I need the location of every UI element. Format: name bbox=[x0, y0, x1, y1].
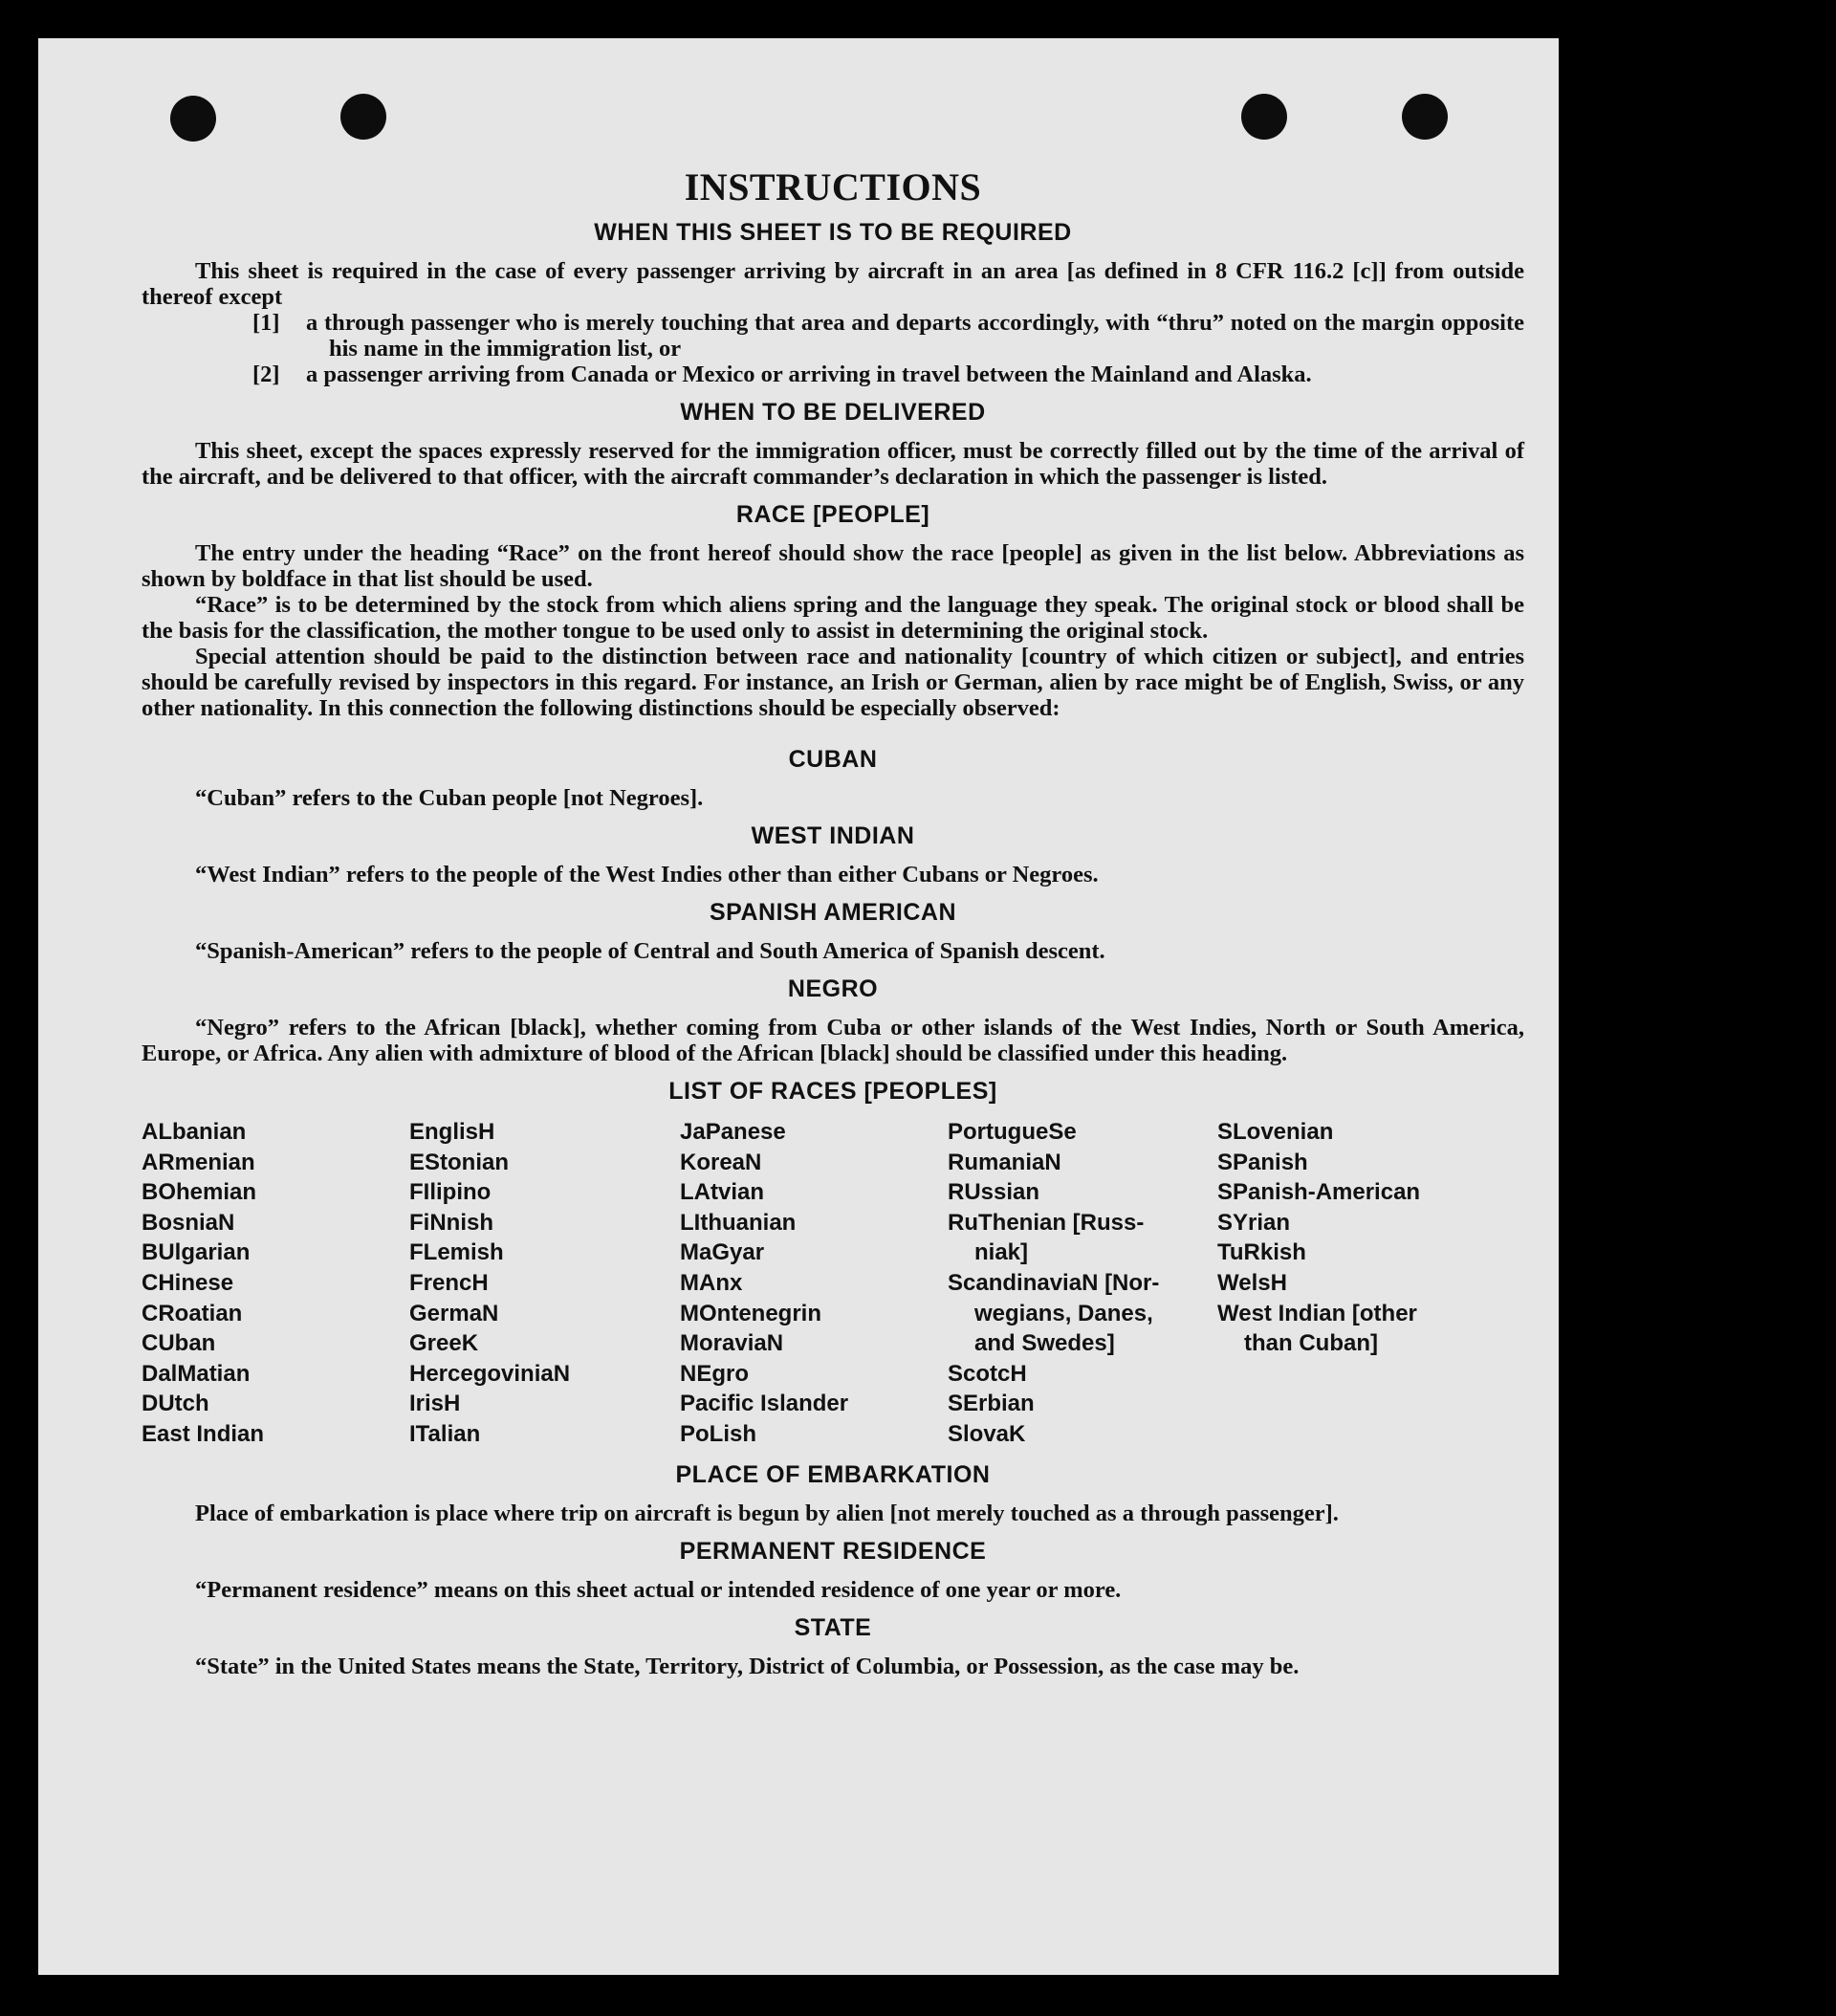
heading-required: WHEN THIS SHEET IS TO BE REQUIRED bbox=[594, 219, 1072, 246]
negro-text: “Negro” refers to the African [black], whether coming from Cuba or other islands of the West Indies, North or South America, Europe, or Africa. Any alien with admixture of blood of the African [black] should be classified under this heading. bbox=[142, 1015, 1524, 1066]
race-entry: SPanish-American bbox=[1217, 1179, 1421, 1206]
delivered-text: This sheet, except the spaces expressly reserved for the immigration officer, must be correctly filled out by the time of the arrival of the aircraft, and be delivered to that officer, with the aircraft commander’s declaration in which the passenger is listed. bbox=[142, 438, 1524, 490]
race-entry: PortugueSe bbox=[948, 1119, 1077, 1145]
race-entry: LIthuanian bbox=[680, 1209, 797, 1236]
races-column-5 bbox=[1217, 1117, 1504, 1450]
race-entry: CHinese bbox=[142, 1269, 234, 1296]
document-sheet bbox=[38, 38, 1559, 1975]
race-entry-continuation: than Cuban] bbox=[1244, 1330, 1378, 1357]
race-entry: HercegovinіaN bbox=[409, 1360, 571, 1387]
heading-residence: PERMANENT RESIDENCE bbox=[679, 1537, 987, 1565]
race-paragraph-3: Special attention should be paid to the distinction between race and nationality [country of which citizen or subject], and entries should be carefully revised by inspectors in this regard. For instance, an Irish or German, alien by race might be of English, Swiss, or any other nationality. In this connection the following distinctions should be especially observed: bbox=[142, 644, 1524, 721]
race-entry: MaGyar bbox=[680, 1239, 765, 1266]
heading-cuban: CUBAN bbox=[788, 746, 878, 773]
race-entry: BosniaN bbox=[142, 1209, 235, 1236]
races-column-1 bbox=[142, 1117, 409, 1450]
heading-embarkation: PLACE OF EMBARKATION bbox=[675, 1460, 991, 1488]
race-entry: ScandinaviaN [Nor- bbox=[948, 1269, 1160, 1296]
race-entry: SPanish bbox=[1217, 1149, 1308, 1175]
race-entry: MAnx bbox=[680, 1269, 743, 1296]
cuban-text: “Cuban” refers to the Cuban people [not Negroes]. bbox=[195, 785, 704, 811]
race-entry: SYrian bbox=[1217, 1209, 1291, 1236]
item-text: a passenger arriving from Canada or Mexico or arriving in travel between the Mainland and Alaska. bbox=[306, 362, 1312, 387]
heading-west-indian: WEST INDIAN bbox=[751, 822, 915, 849]
heading-spanish-american: SPANISH AMERICAN bbox=[709, 899, 956, 926]
race-entry-continuation: and Swedes] bbox=[974, 1330, 1115, 1357]
race-entry: KoreaN bbox=[680, 1149, 762, 1175]
race-entry: ALbanian bbox=[142, 1119, 247, 1145]
race-entry: CRoatian bbox=[142, 1300, 243, 1326]
embarkation-text: Place of embarkation is place where trip on aircraft is begun by alien [not merely touched as a through passenger]. bbox=[195, 1500, 1339, 1526]
race-paragraph-2: “Race” is to be determined by the stock from which aliens spring and the language they speak. The original stock or blood shall be the basis for the classification, the mother tongue to be used only to assist in determining the original stock. bbox=[142, 592, 1524, 644]
race-entry: DUtch bbox=[142, 1391, 209, 1417]
race-entry: CUban bbox=[142, 1330, 216, 1357]
race-entry: RuThenian [Russ- bbox=[948, 1209, 1145, 1236]
race-entry: FiNnish bbox=[409, 1209, 493, 1236]
races-column-4 bbox=[948, 1117, 1217, 1450]
race-entry: West Indian [other bbox=[1217, 1300, 1417, 1326]
race-entry: MoraviaN bbox=[680, 1330, 784, 1357]
race-entry: BOhemian bbox=[142, 1179, 257, 1206]
race-entry: IrisH bbox=[409, 1391, 461, 1417]
west-indian-text: “West Indian” refers to the people of the West Indies other than either Cubans or Negroes. bbox=[195, 862, 1099, 887]
item-number: [2] bbox=[252, 362, 280, 387]
race-entry: SErbian bbox=[948, 1391, 1035, 1417]
race-entry: RumaniaN bbox=[948, 1149, 1061, 1175]
item-text: a through passenger who is merely touching that area and departs accordingly, with “thru” noted on the margin opposite his name in the immigration list, or bbox=[306, 310, 1524, 362]
heading-state: STATE bbox=[794, 1613, 872, 1641]
residence-text: “Permanent residence” means on this sheet actual or intended residence of one year or more. bbox=[195, 1576, 1122, 1603]
race-entry: FIlipino bbox=[409, 1179, 492, 1206]
race-entry: GreeK bbox=[409, 1330, 479, 1357]
races-column-2 bbox=[409, 1117, 680, 1450]
required-intro: This sheet is required in the case of every passenger arriving by aircraft in an area [as defined in 8 CFR 116.2 [c]] from outside thereof except bbox=[142, 258, 1524, 310]
race-entry: SLovenian bbox=[1217, 1119, 1334, 1145]
race-entry: GermaN bbox=[409, 1300, 499, 1326]
race-entry: LAtvian bbox=[680, 1179, 765, 1206]
required-item-2 bbox=[142, 362, 1524, 387]
race-entry: FrencH bbox=[409, 1269, 489, 1296]
spanish-american-text: “Spanish-American” refers to the people of Central and South America of Spanish descent. bbox=[195, 938, 1105, 964]
document-content bbox=[142, 130, 1524, 1679]
race-entry-continuation: wegians, Danes, bbox=[974, 1300, 1153, 1326]
item-number: [1] bbox=[252, 310, 280, 336]
race-entry: TuRkish bbox=[1217, 1239, 1306, 1266]
heading-race: RACE [PEOPLE] bbox=[735, 501, 930, 528]
races-column-3 bbox=[680, 1117, 948, 1450]
race-entry: DalMatian bbox=[142, 1360, 251, 1387]
race-entry: BUlgarian bbox=[142, 1239, 251, 1266]
race-entry: FLemish bbox=[409, 1239, 504, 1266]
race-entry-continuation: niak] bbox=[974, 1239, 1029, 1266]
race-entry: MOntenegrin bbox=[680, 1300, 821, 1326]
race-entry: RUssian bbox=[948, 1179, 1040, 1206]
heading-list-of-races: LIST OF RACES [PEOPLES] bbox=[668, 1078, 997, 1105]
race-entry: WelsH bbox=[1217, 1269, 1287, 1296]
heading-delivered: WHEN TO BE DELIVERED bbox=[680, 399, 986, 426]
race-entry: PoLish bbox=[680, 1420, 757, 1447]
race-entry: SlovaK bbox=[948, 1420, 1026, 1447]
race-entry: East Indian bbox=[142, 1420, 265, 1447]
races-list bbox=[142, 1117, 1524, 1450]
race-entry: NEgro bbox=[680, 1360, 749, 1387]
race-entry: ScotcH bbox=[948, 1360, 1027, 1387]
required-item-1 bbox=[142, 310, 1524, 362]
race-entry: ARmenian bbox=[142, 1149, 255, 1175]
race-entry: EStonian bbox=[409, 1149, 510, 1175]
race-entry: EnglisH bbox=[409, 1119, 495, 1145]
state-text: “State” in the United States means the State, Territory, District of Columbia, or Possession, as the case may be. bbox=[195, 1653, 1300, 1679]
race-entry: JaPanese bbox=[680, 1119, 786, 1145]
heading-negro: NEGRO bbox=[787, 975, 879, 1002]
race-entry: ITalian bbox=[409, 1420, 481, 1447]
race-entry: Pacific Islander bbox=[680, 1391, 849, 1417]
page-title: INSTRUCTIONS bbox=[684, 165, 982, 208]
race-paragraph-1: The entry under the heading “Race” on the front hereof should show the race [people] as given in the list below. Abbreviations as shown by boldface in that list should be used. bbox=[142, 540, 1524, 592]
